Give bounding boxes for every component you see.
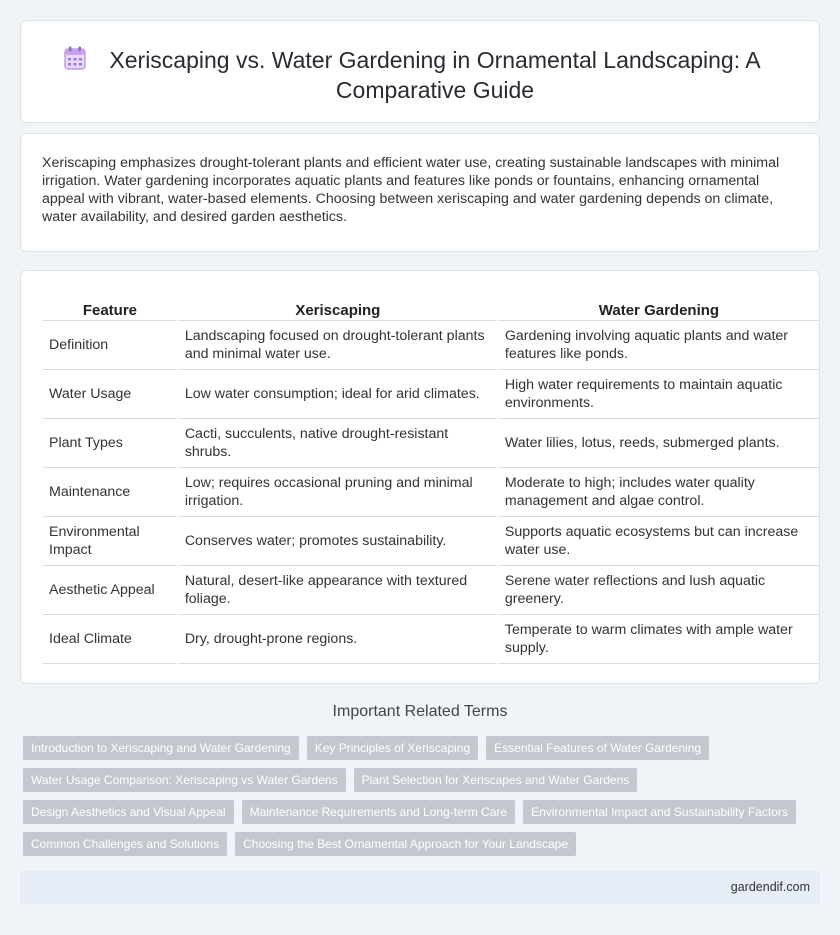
related-term-tag[interactable]: Common Challenges and Solutions	[23, 832, 227, 856]
related-term-tag[interactable]: Water Usage Comparison: Xeriscaping vs Water Gardens	[23, 768, 346, 792]
related-term-tag[interactable]: Introduction to Xeriscaping and Water Gardening	[23, 736, 299, 760]
row-feature-cell: Water Usage	[43, 369, 178, 418]
intro-card	[20, 133, 820, 252]
table-row	[43, 516, 819, 565]
tag-row	[23, 768, 803, 792]
table-row	[43, 369, 819, 418]
row-xeriscaping-cell: Cacti, succulents, native drought-resistant shrubs.	[178, 418, 498, 467]
comparison-table-card	[20, 270, 820, 684]
table-row	[43, 565, 819, 614]
row-water-gardening-cell: Moderate to high; includes water quality management and algae control.	[498, 467, 819, 516]
row-feature-cell: Maintenance	[43, 467, 178, 516]
row-feature-cell: Plant Types	[43, 418, 178, 467]
table-row	[43, 614, 819, 663]
related-term-tag[interactable]: Choosing the Best Ornamental Approach for Your Landscape	[235, 832, 576, 856]
row-water-gardening-cell: Water lilies, lotus, reeds, submerged plants.	[498, 418, 819, 467]
row-water-gardening-cell: High water requirements to maintain aquatic environments.	[498, 369, 819, 418]
footer-site-link[interactable]: gardendif.com	[730, 880, 810, 894]
related-term-tag[interactable]: Environmental Impact and Sustainability Factors	[523, 800, 796, 824]
related-term-tag[interactable]: Essential Features of Water Gardening	[486, 736, 709, 760]
related-term-tag[interactable]: Maintenance Requirements and Long-term Care	[242, 800, 515, 824]
intro-paragraph: Xeriscaping emphasizes drought-tolerant plants and efficient water use, creating sustainable landscapes with minimal irrigation. Water gardening incorporates aquatic plants and features like ponds or fountains, enhancing ornamental appeal with vibrant, water-based elements. Choosing between xeriscaping and water gardening depends on climate, water availability, and desired garden aesthetics.	[42, 155, 780, 225]
column-header-feature: Feature	[43, 296, 178, 320]
table-row	[43, 320, 819, 369]
related-terms-list	[23, 736, 803, 864]
column-header-water-gardening: Water Gardening	[498, 296, 819, 320]
tag-row	[23, 832, 803, 856]
footer	[20, 871, 820, 904]
tag-row	[23, 800, 803, 824]
related-term-tag[interactable]: Key Principles of Xeriscaping	[307, 736, 478, 760]
row-water-gardening-cell: Serene water reflections and lush aquatic greenery.	[498, 565, 819, 614]
row-feature-cell: Ideal Climate	[43, 614, 178, 663]
related-term-tag[interactable]: Design Aesthetics and Visual Appeal	[23, 800, 234, 824]
row-feature-cell: Environmental Impact	[43, 516, 178, 565]
row-feature-cell: Definition	[43, 320, 178, 369]
row-xeriscaping-cell: Dry, drought-prone regions.	[178, 614, 498, 663]
page-title: Xeriscaping vs. Water Gardening in Ornamental Landscaping: A Comparative Guide	[109, 47, 761, 103]
column-header-xeriscaping: Xeriscaping	[178, 296, 498, 320]
row-xeriscaping-cell: Low water consumption; ideal for arid climates.	[178, 369, 498, 418]
row-water-gardening-cell: Temperate to warm climates with ample water supply.	[498, 614, 819, 663]
row-xeriscaping-cell: Natural, desert-like appearance with textured foliage.	[178, 565, 498, 614]
row-xeriscaping-cell: Landscaping focused on drought-tolerant plants and minimal water use.	[178, 320, 498, 369]
table-row	[43, 418, 819, 467]
row-feature-cell: Aesthetic Appeal	[43, 565, 178, 614]
related-terms-heading: Important Related Terms	[332, 703, 508, 720]
table-row	[43, 467, 819, 516]
row-xeriscaping-cell: Low; requires occasional pruning and minimal irrigation.	[178, 467, 498, 516]
row-water-gardening-cell: Supports aquatic ecosystems but can increase water use.	[498, 516, 819, 565]
title-card	[20, 20, 820, 123]
table-header-row	[43, 296, 819, 320]
comparison-table	[43, 296, 819, 664]
row-water-gardening-cell: Gardening involving aquatic plants and water features like ponds.	[498, 320, 819, 369]
tag-row	[23, 736, 803, 760]
row-xeriscaping-cell: Conserves water; promotes sustainability.	[178, 516, 498, 565]
related-term-tag[interactable]: Plant Selection for Xeriscapes and Water Gardens	[354, 768, 638, 792]
